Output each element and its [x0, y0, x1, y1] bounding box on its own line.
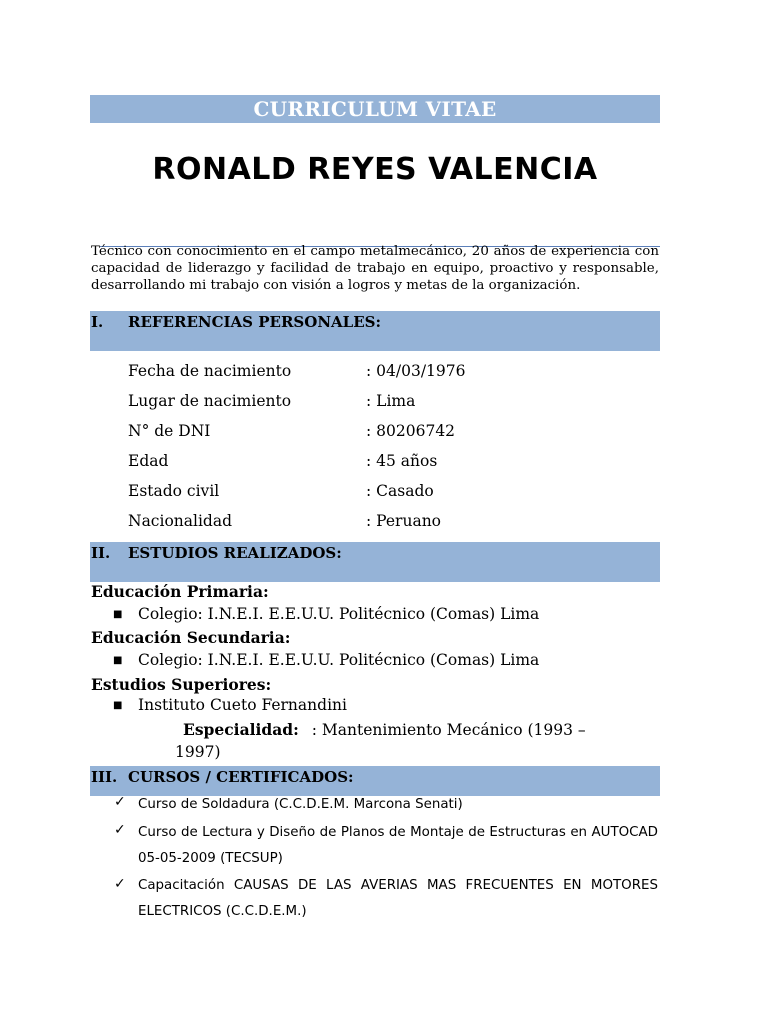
section-title: ESTUDIOS REALIZADOS: [128, 544, 342, 562]
cv-title-banner [90, 95, 660, 123]
ref-value: : Casado [366, 482, 434, 500]
specialty-value: : Mantenimiento Mecánico (1993 – [311, 721, 586, 739]
square-bullet-icon: ■ [113, 609, 123, 620]
ref-label: Edad [128, 452, 169, 470]
section-number: III. [91, 768, 118, 786]
ref-value: : 45 años [366, 452, 438, 470]
course-item: Curso de Soldadura (C.C.D.E.M. Marcona Senati) [138, 797, 463, 812]
ref-label: Estado civil [128, 482, 220, 500]
higher-education-heading: Estudios Superiores: [91, 675, 272, 694]
checkmark-icon: ✓ [114, 794, 126, 810]
section-title: CURSOS / CERTIFICADOS: [128, 768, 354, 786]
specialty-row [183, 720, 586, 739]
secondary-education-heading: Educación Secundaria: [91, 628, 291, 647]
course-item: Capacitación CAUSAS DE LAS AVERIAS MAS FRECUENTES EN MOTORES ELECTRICOS (C.C.D.E.M.) [138, 878, 658, 919]
applicant-name: RONALD REYES VALENCIA [152, 152, 598, 187]
secondary-education-item: Colegio: I.N.E.I. E.E.U.U. Politécnico (Comas) Lima [138, 651, 540, 669]
profile-summary: Técnico con conocimiento en el campo metalmecánico, 20 años de experiencia con capacidad de liderazgo y facilidad de trabajo en equipo, proactivo y responsable, desarrollando mi trabajo con visión a logros y metas de la organización. [91, 244, 659, 293]
section-number: I. [91, 313, 104, 331]
square-bullet-icon: ■ [113, 655, 123, 666]
primary-education-item: Colegio: I.N.E.I. E.E.U.U. Politécnico (Comas) Lima [138, 605, 540, 623]
checkmark-icon: ✓ [114, 876, 126, 892]
specialty-value-continued: 1997) [175, 743, 221, 761]
square-bullet-icon: ■ [113, 700, 123, 711]
section-title: REFERENCIAS PERSONALES: [128, 313, 382, 331]
section-number: II. [91, 544, 111, 562]
course-item: Curso de Lectura y Diseño de Planos de Montaje de Estructuras en AUTOCAD 05-05-2009 (TECSUP) [138, 825, 658, 866]
higher-education-item: Instituto Cueto Fernandini [138, 696, 347, 714]
ref-label: Lugar de nacimiento [128, 392, 292, 410]
section-personal-references [90, 311, 660, 351]
ref-label: Nacionalidad [128, 512, 232, 530]
ref-label: Fecha de nacimiento [128, 362, 292, 380]
section-studies [90, 542, 660, 582]
ref-value: : 80206742 [366, 422, 456, 440]
checkmark-icon: ✓ [114, 822, 126, 838]
ref-label: N° de DNI [128, 422, 211, 440]
ref-value: : Lima [366, 392, 416, 410]
ref-value: : Peruano [366, 512, 442, 530]
cv-title: CURRICULUM VITAE [253, 97, 497, 121]
specialty-label: Especialidad: [183, 720, 299, 739]
ref-value: : 04/03/1976 [366, 362, 466, 380]
primary-education-heading: Educación Primaria: [91, 582, 269, 601]
